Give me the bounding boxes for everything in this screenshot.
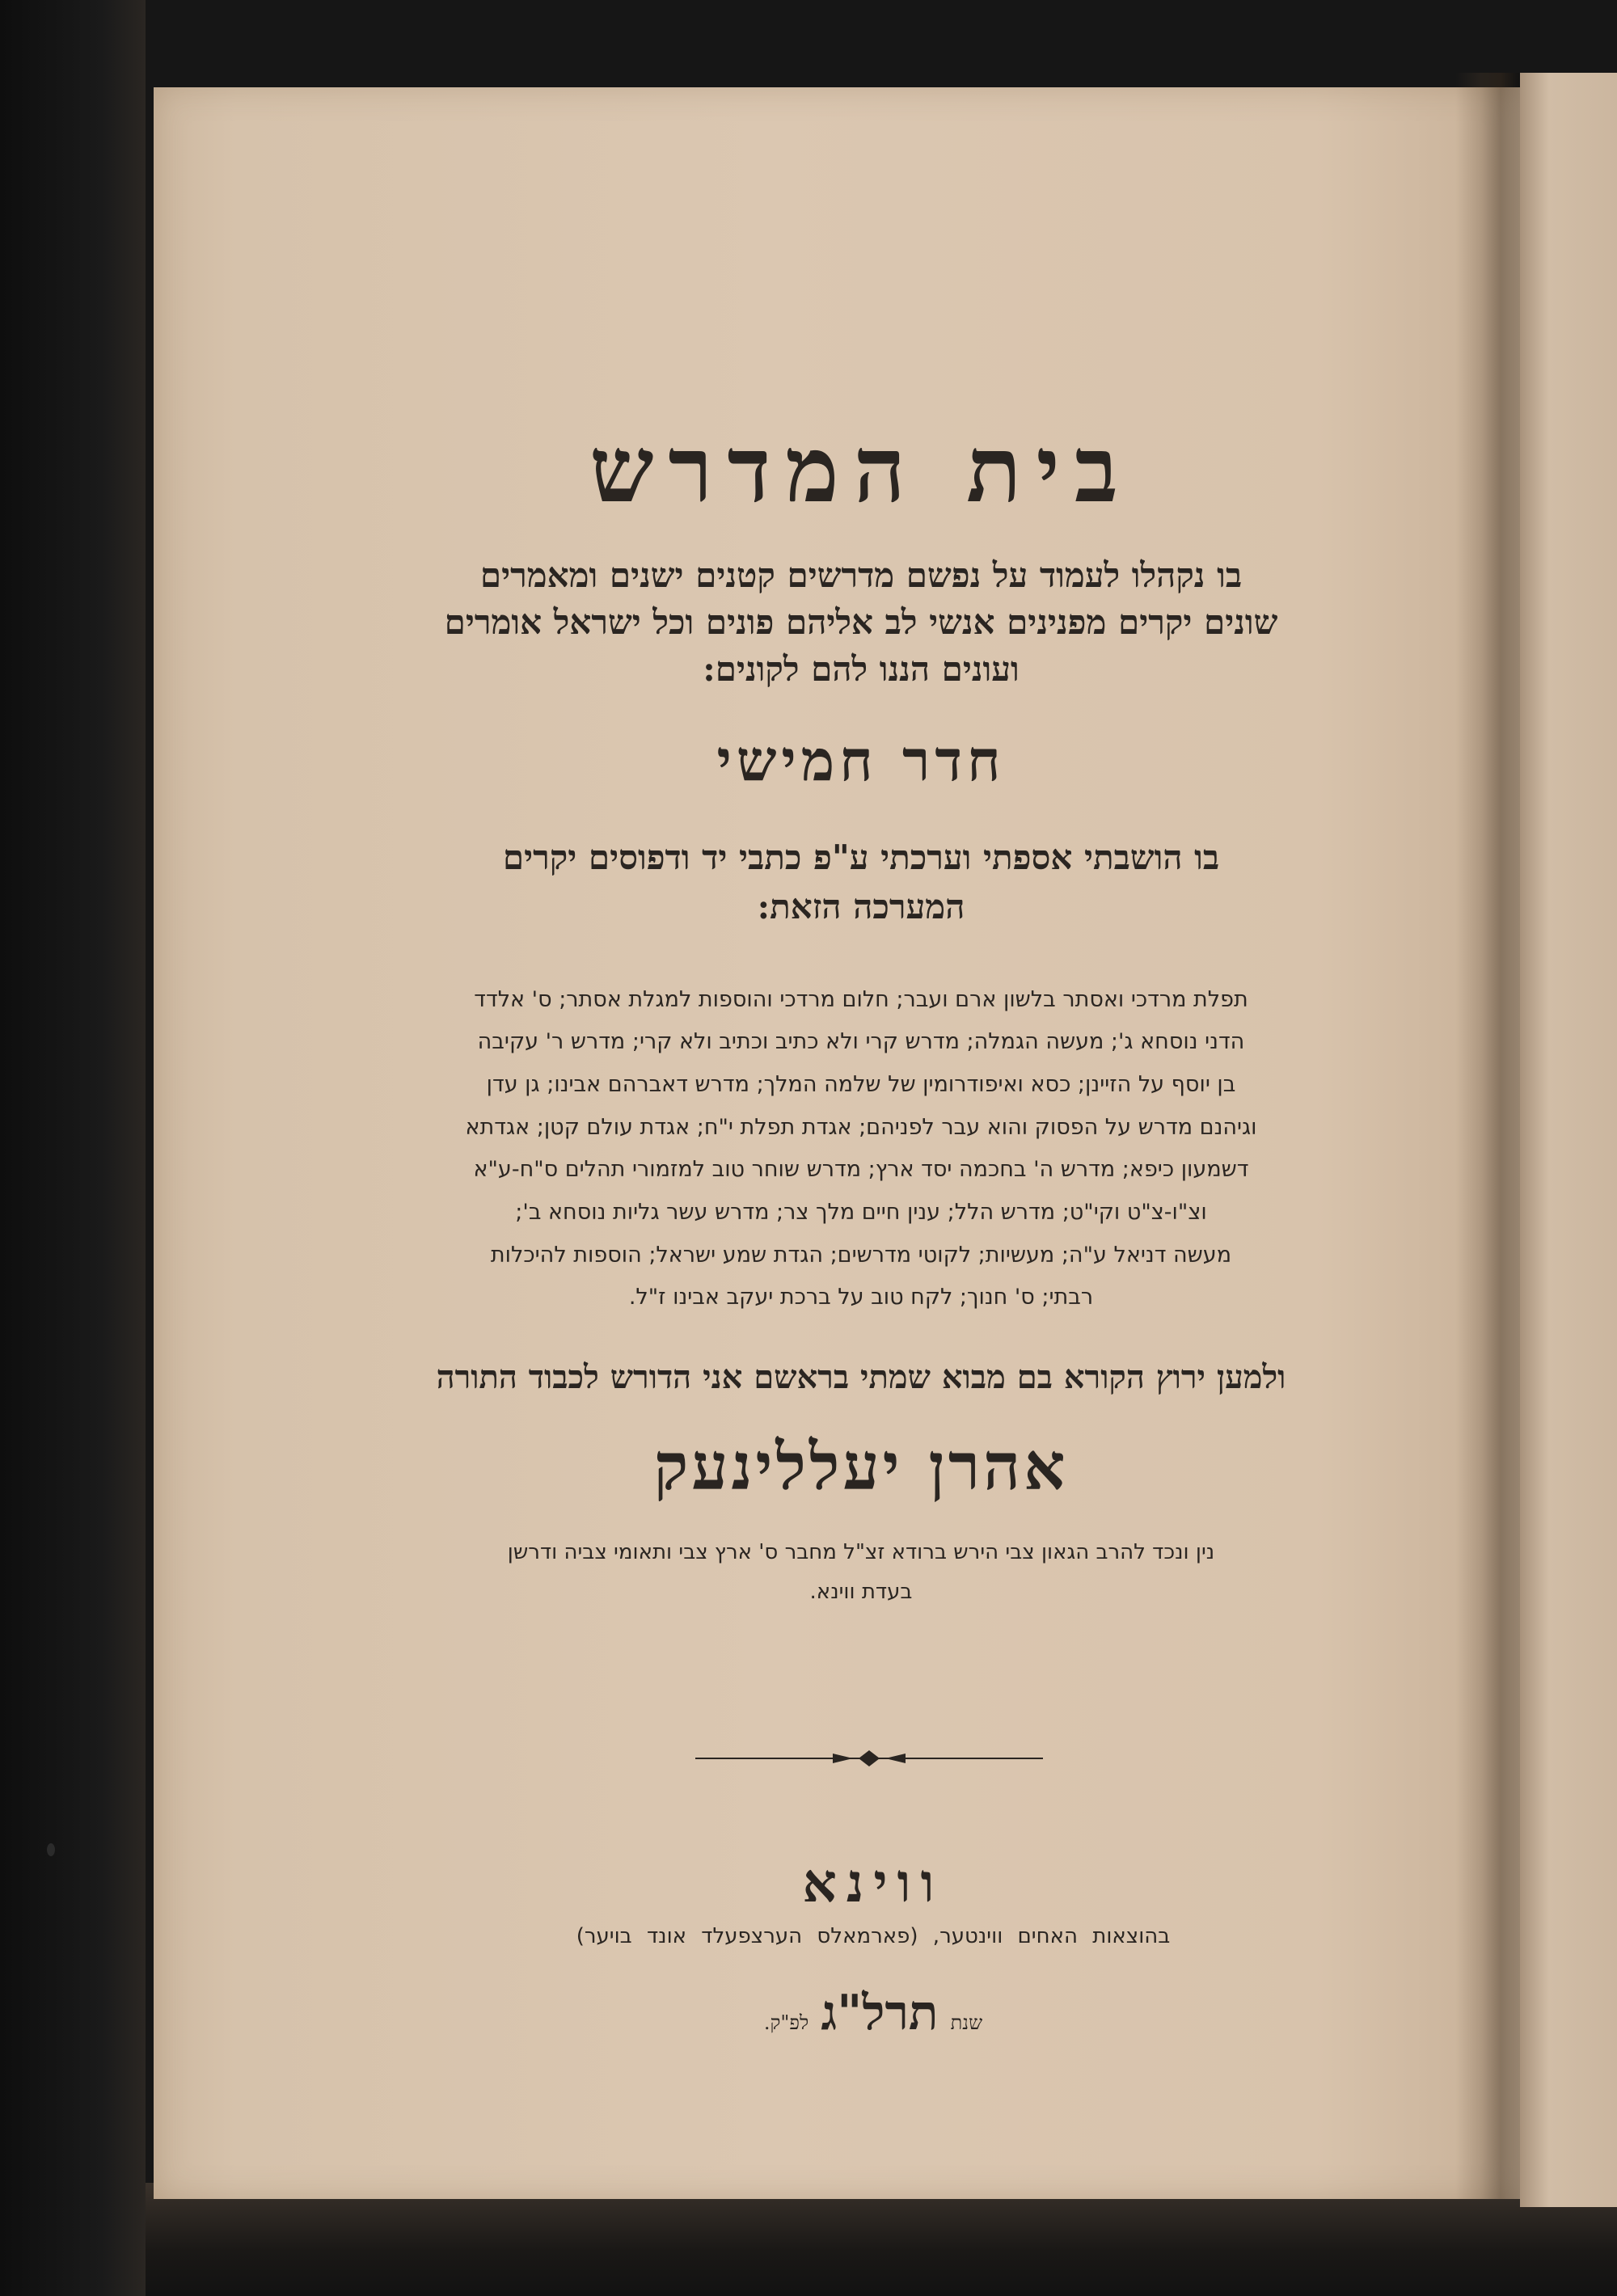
book-title: בית המדרש [589, 417, 1133, 523]
publication-year: תרל"ג [821, 1985, 939, 2041]
part-title: חדר חמישי [716, 727, 1006, 795]
subtitle-line: המערכה הזאת: [757, 886, 965, 926]
contents-line: רבתי; ס' חנוך; לקח טוב על ברכת יעקב אבינו ז"ל. [628, 1285, 1094, 1310]
book-bottom-edge [146, 2183, 1617, 2296]
title-page-text-block [404, 417, 1318, 1613]
contents-line: בן יוסף על הזיינן; כסא ואיפודרומין של שלמה המלך; מדרש דאברהם אבינו; גן עדן [486, 1072, 1236, 1098]
contents-list [404, 979, 1318, 1319]
author-name: אהרן יעללינעק [653, 1428, 1069, 1505]
subtitle-line: בו הושבתי אספתי וערכתי ע"פ כתבי יד ודפוסים יקרים [502, 838, 1220, 878]
contents-line: תפלת מרדכי ואסתר בלשון ארם ועבר; חלום מרדכי והוספות למגלת אסתר; ס' אלדד [474, 986, 1248, 1012]
subtitle [404, 834, 1318, 932]
city-name: ווינא [802, 1851, 944, 1914]
contents-line: וגיהנם מדרש על הפסוק והוא עבר לפניהם; אגדת תפלת י"ח; אגדת עולם קטן; אגדתא [465, 1114, 1257, 1140]
author-description [404, 1533, 1318, 1613]
contents-line: דשמעון כיפא; מדרש ה' בחכמה יסד ארץ; מדרש שוחר טוב למזמורי תהלים ס"ח-ע"א [473, 1157, 1249, 1183]
facing-page-edge [1520, 73, 1617, 2207]
contents-line: הדני נוסחא ג'; מעשה הגמלה; מדרש קרי ולא כתיב וכתיב ולא קרי; מדרש ר' עקיבה [477, 1029, 1245, 1055]
intro-paragraph [404, 552, 1318, 693]
author-description-line: נין ונכד להרב הגאון צבי הירש ברודא זצ"ל מחבר ס' ארץ צבי ותאומי צביה ודרשן [507, 1539, 1215, 1564]
intro-line: ועונים הננו להם לקונים: [703, 649, 1020, 690]
contents-line: וצ"ו-צ"ט וקי"ט; מדרש הלל; ענין חיים מלך צר; מדרש עשר גליות נוסחא ב'; [515, 1200, 1207, 1226]
year-prefix: שנת [950, 2011, 983, 2034]
year-suffix: לפ"ק. [763, 2011, 809, 2034]
contents-line: מעשה דניאל ע"ה; מעשיות; לקוטי מדרשים; הגדת שמע ישראל; הוספות להיכלות [490, 1242, 1232, 1268]
ornament-divider [695, 1746, 1043, 1771]
dedication-line: ולמען ירוץ הקורא בם מבוא שמתי בראשם אני הדורש לכבוד התורה [436, 1357, 1286, 1396]
page-gutter-shadow [1455, 73, 1520, 2199]
scan-background-left [0, 0, 146, 2296]
dust-speck [47, 1843, 55, 1856]
intro-line: שונים יקרים מפנינים אנשי לב אליהם פונים וכל ישראל אומרים [444, 602, 1278, 643]
author-description-line: בעדת ווינא. [809, 1580, 913, 1605]
intro-line: בו נקהלו לעמוד על נפשם מדרשים קטנים ישנים ומאמרים [479, 555, 1243, 596]
year-line [663, 1985, 1083, 2041]
publisher-line: בהוצאות האחים ווינטער, (פארמאלס הערצפעלד אונד בויער) [576, 1924, 1171, 1948]
